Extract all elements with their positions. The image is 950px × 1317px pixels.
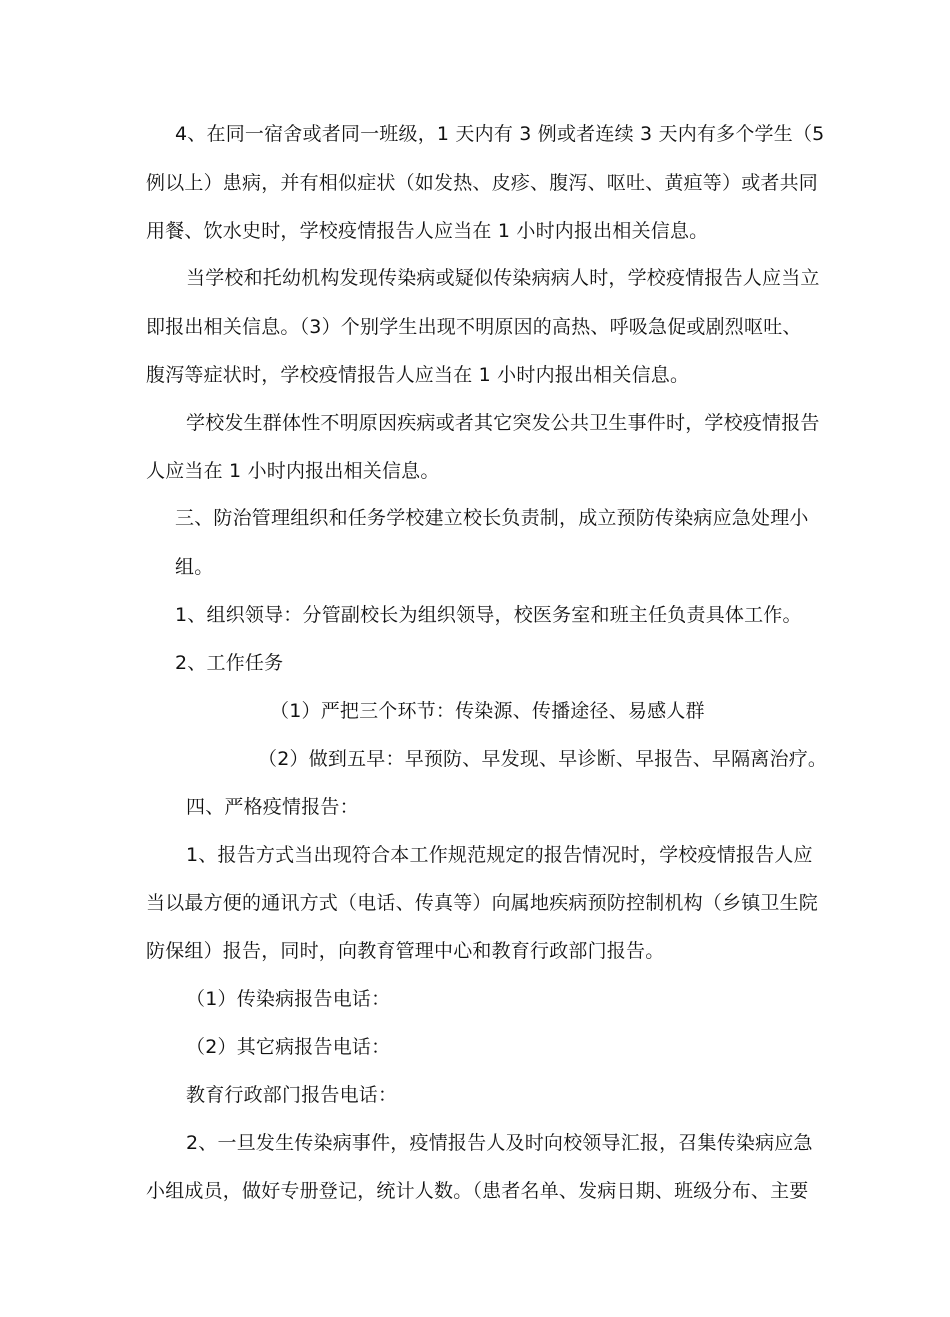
text-line: 1、组织领导：分管副校长为组织领导，校医务室和班主任负责具体工作。 bbox=[175, 604, 802, 626]
text-line: 小组成员，做好专册登记，统计人数。（患者名单、发病日期、班级分布、主要 bbox=[146, 1180, 809, 1202]
text-line: 2、一旦发生传染病事件，疫情报告人及时向校领导汇报，召集传染病应急 bbox=[186, 1132, 813, 1154]
text-line: （2）做到五早：早预防、早发现、早诊断、早报告、早隔离治疗。 bbox=[258, 748, 828, 770]
text-line: 当以最方便的通讯方式（电话、传真等）向属地疾病预防控制机构（乡镇卫生院 bbox=[146, 892, 819, 914]
text-line: 例以上）患病，并有相似症状（如发热、皮疹、腹泻、呕吐、黄疸等）或者共同 bbox=[146, 172, 819, 194]
text-line: 学校发生群体性不明原因疾病或者其它突发公共卫生事件时，学校疫情报告 bbox=[186, 412, 820, 434]
text-line: 当学校和托幼机构发现传染病或疑似传染病病人时，学校疫情报告人应当立 bbox=[186, 267, 820, 289]
text-line: （1）严把三个环节：传染源、传播途径、易感人群 bbox=[270, 700, 705, 722]
text-line: 人应当在 1 小时内报出相关信息。 bbox=[146, 460, 440, 482]
text-line: 4、在同一宿舍或者同一班级，1 天内有 3 例或者连续 3 天内有多个学生（5 bbox=[175, 123, 825, 145]
text-line: 组。 bbox=[175, 556, 214, 578]
text-line: 用餐、饮水史时，学校疫情报告人应当在 1 小时内报出相关信息。 bbox=[146, 220, 709, 242]
text-line: 腹泻等症状时，学校疫情报告人应当在 1 小时内报出相关信息。 bbox=[146, 364, 690, 386]
text-line: 1、报告方式当出现符合本工作规范规定的报告情况时，学校疫情报告人应 bbox=[186, 844, 813, 866]
text-line: 教育行政部门报告电话： bbox=[186, 1084, 398, 1106]
text-line: 2、工作任务 bbox=[175, 652, 284, 674]
section-heading: 三、防治管理组织和任务学校建立校长负责制，成立预防传染病应急处理小 bbox=[175, 507, 809, 529]
text-line: （1）传染病报告电话： bbox=[186, 988, 391, 1010]
text-line: 防保组）报告，同时，向教育管理中心和教育行政部门报告。 bbox=[146, 940, 665, 962]
section-heading: 四、严格疫情报告： bbox=[186, 796, 359, 818]
text-line: （2）其它病报告电话： bbox=[186, 1036, 391, 1058]
text-line: 即报出相关信息。（3）个别学生出现不明原因的高热、呼吸急促或剧烈呕吐、 bbox=[146, 316, 802, 338]
